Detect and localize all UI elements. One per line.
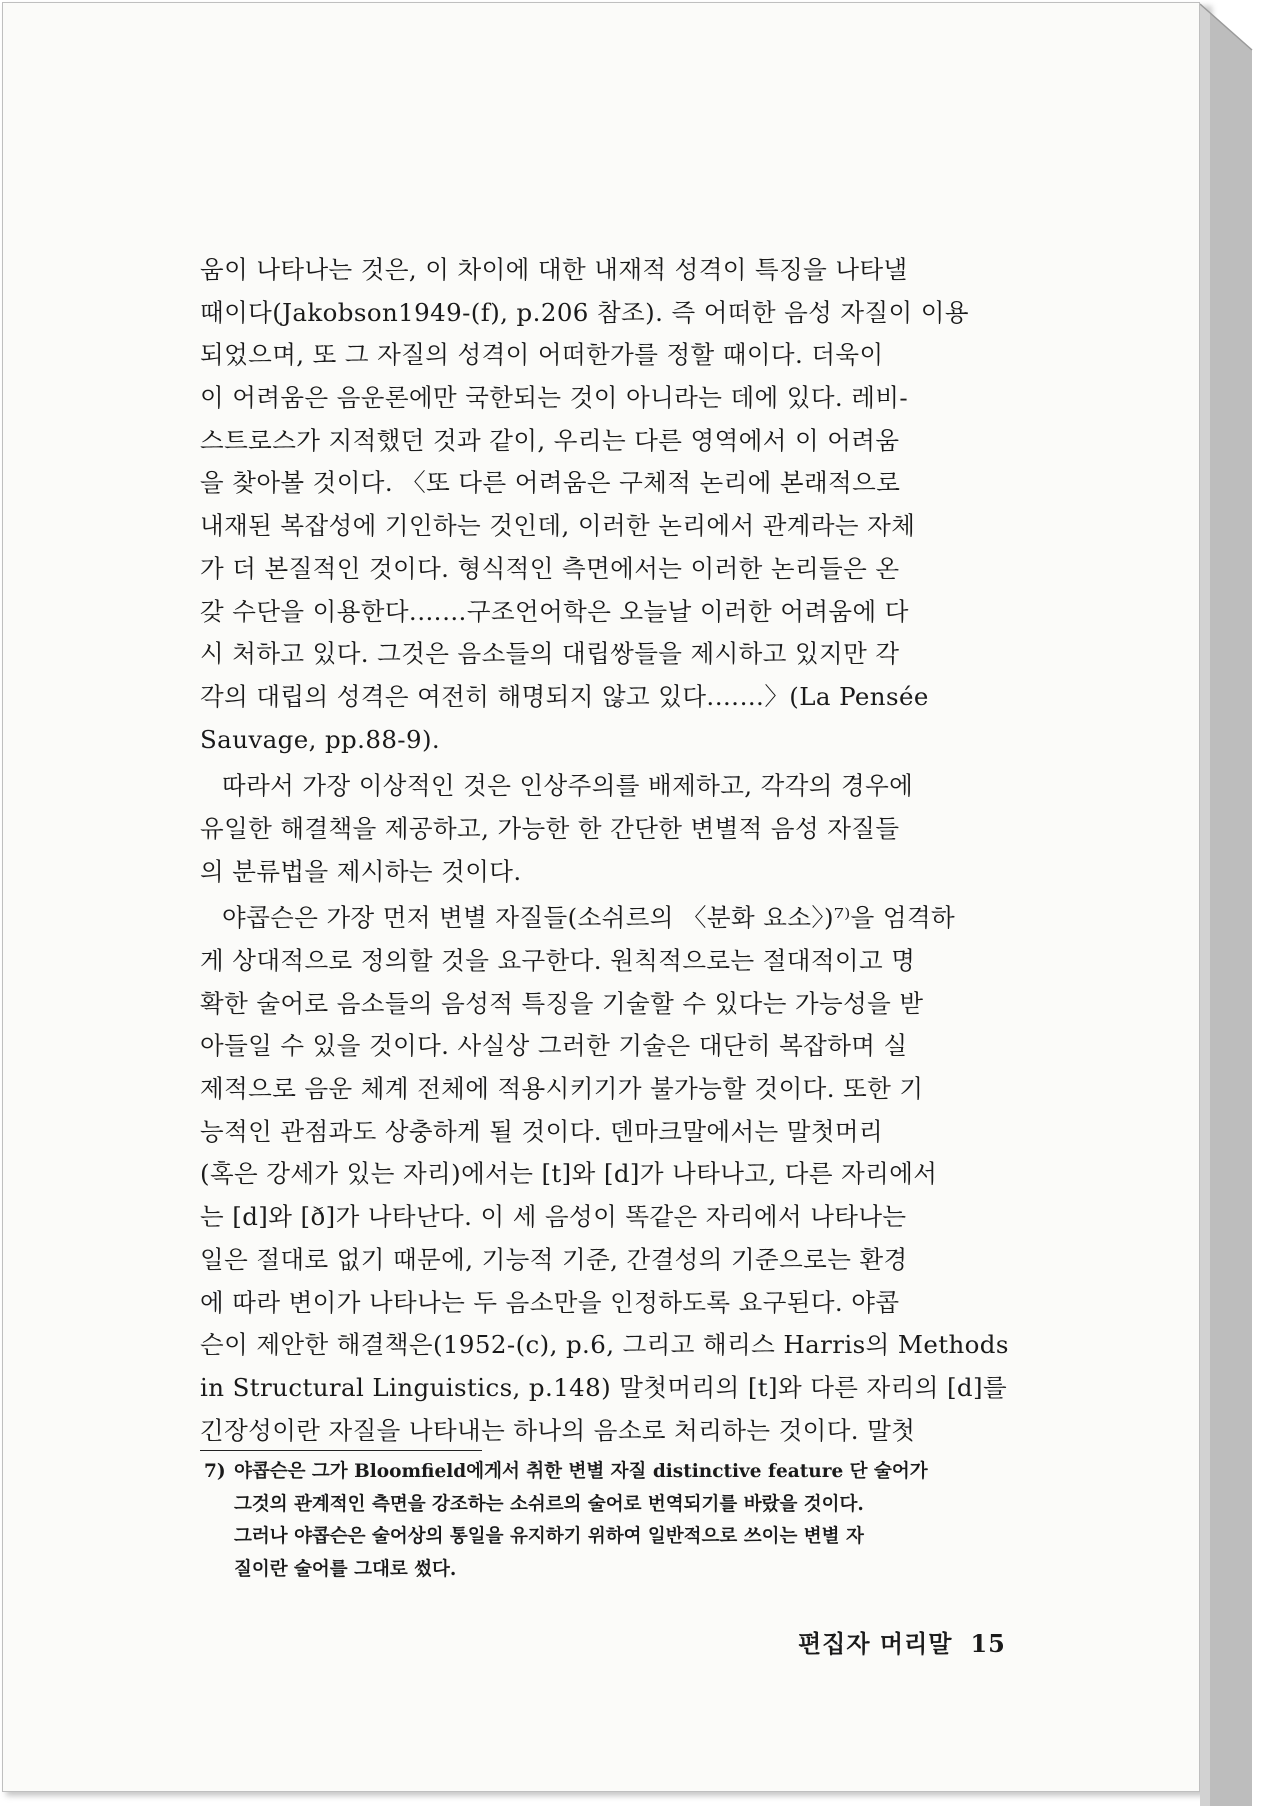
body-line: 게 상대적으로 정의할 것을 요구한다. 원칙적으로는 절대적이고 명 (200, 946, 916, 975)
body-line: 제적으로 음운 체계 전체에 적용시키기가 불가능할 것이다. 또한 기 (200, 1074, 924, 1104)
footnote (204, 1456, 1024, 1587)
running-footer (798, 1624, 1006, 1659)
footnote-line: 그것의 관계적인 측면을 강조하는 소쉬르의 술어로 번역되기를 바랐을 것이다. (234, 1493, 864, 1515)
body-line: 야콥슨은 가장 먼저 변별 자질들(소쉬르의 〈분화 요소〉)⁷⁾을 엄격하 (222, 903, 956, 933)
body-line: 아들일 수 있을 것이다. 사실상 그러한 기술은 대단히 복잡하며 실 (200, 1031, 908, 1061)
body-line: 되었으며, 또 그 자질의 성격이 어떠한가를 정할 때이다. 더욱이 (200, 340, 884, 370)
body-line: Sauvage, pp.88-9). (200, 724, 441, 754)
body-line: (혹은 강세가 있는 자리)에서는 [t]와 [d]가 나타나고, 다른 자리에서 (200, 1159, 938, 1189)
body-line: 는 [d]와 [ð]가 나타난다. 이 세 음성이 똑같은 자리에서 나타나는 (200, 1202, 907, 1232)
page-number: 15 (970, 1629, 1006, 1658)
body-text (200, 249, 1022, 1452)
footnote-text: 야콥슨은 그가 Bloomfield에게서 취한 변별 자질 distinctive feature 단 술어가 (234, 1461, 928, 1482)
body-line: 내재된 복잡성에 기인하는 것인데, 이러한 논리에서 관계라는 자체 (200, 511, 916, 541)
footer-section-title: 편집자 머리말 (798, 1629, 953, 1658)
body-line: 긴장성이란 자질을 나타내는 하나의 음소로 처리하는 것이다. 말첫 (200, 1415, 916, 1445)
body-line: 이 어려움은 음운론에만 국한되는 것이 아니라는 데에 있다. 레비- (200, 383, 909, 413)
footnote-line: 질이란 술어를 그대로 썼다. (234, 1559, 457, 1581)
spine-edge-highlight (1200, 4, 1210, 1806)
body-line: 에 따라 변이가 나타나는 두 음소만을 인정하도록 요구된다. 야콥 (200, 1287, 900, 1317)
body-line: 을 찾아볼 것이다. 〈또 다른 어려움은 구체적 논리에 본래적으로 (200, 468, 901, 498)
body-line: 따라서 가장 이상적인 것은 인상주의를 배제하고, 각각의 경우에 (222, 771, 914, 801)
body-line: 일은 절대로 없기 때문에, 기능적 기준, 간결성의 기준으로는 환경 (200, 1244, 908, 1274)
body-line: 능적인 관점과도 상충하게 될 것이다. 덴마크말에서는 말첫머리 (200, 1116, 884, 1146)
footnote-number: 7) (204, 1461, 226, 1482)
body-line: 확한 술어로 음소들의 음성적 특징을 기술할 수 있다는 가능성을 받 (200, 988, 924, 1018)
body-line: in Structural Linguistics, p.148) 말첫머리의 [t]와 다른 자리의 [d]를 (200, 1372, 1008, 1402)
footnote-divider (200, 1450, 482, 1451)
body-line: 슨이 제안한 해결책은(1952-(c), p.6, 그리고 해리스 Harris의 Methods (200, 1330, 1009, 1360)
body-line: 스트로스가 지적했던 것과 같이, 우리는 다른 영역에서 이 어려움 (200, 425, 900, 455)
body-line: 가 더 본질적인 것이다. 형식적인 측면에서는 이러한 논리들은 온 (200, 553, 900, 583)
body-line: 의 분류법을 제시하는 것이다. (200, 856, 522, 886)
body-line: 시 처하고 있다. 그것은 음소들의 대립쌍들을 제시하고 있지만 각 (200, 639, 900, 669)
body-line: 때이다(Jakobson1949-(f), p.206 참조). 즉 어떠한 음성 자질이 이용 (200, 297, 969, 327)
body-line: 각의 대립의 성격은 여전히 해명되지 않고 있다.……〉(La Pensée (200, 681, 929, 711)
body-line: 움이 나타나는 것은, 이 차이에 대한 내재적 성격이 특징을 나타낼 (200, 255, 908, 284)
body-line: 갖 수단을 이용한다.……구조언어학은 오늘날 이러한 어려움에 다 (200, 596, 909, 626)
body-line: 유일한 해결책을 제공하고, 가능한 한 간단한 변별적 음성 자질들 (200, 813, 900, 843)
footnote-line: 그러나 야콥슨은 술어상의 통일을 유지하기 위하여 일반적으로 쓰이는 변별 자 (234, 1526, 864, 1548)
footnote-line (204, 1456, 1024, 1489)
